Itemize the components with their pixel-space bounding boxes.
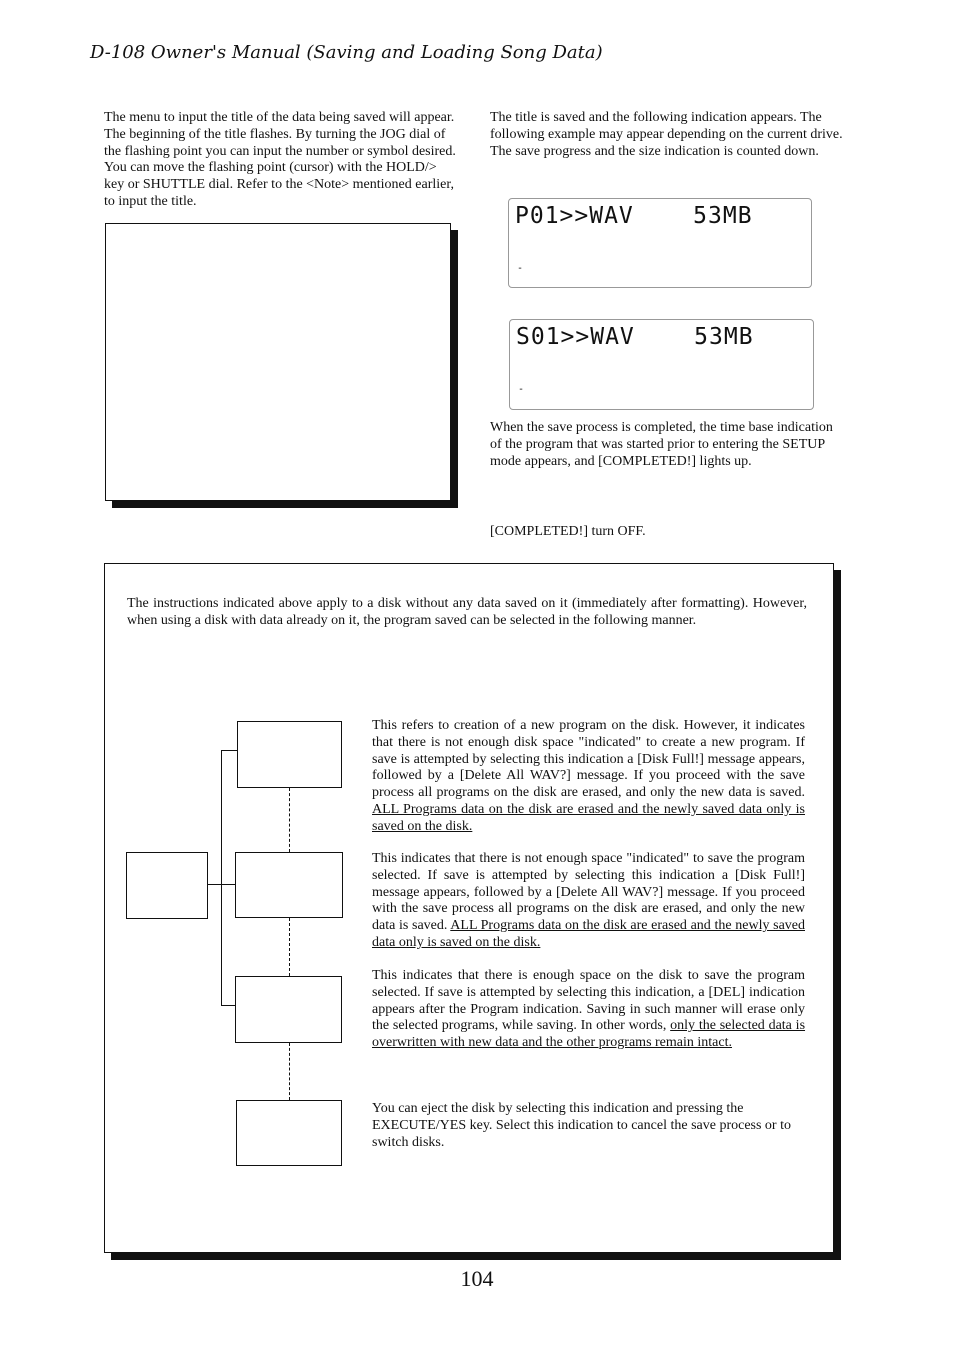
flow-dashed-connector [289,1043,290,1100]
flow-option-box-2 [235,852,343,918]
right-intro-text: The title is saved and the following indication appears. The following example may appear depending on the current drive. The save progress and the size indication is counted down. [490,110,843,159]
flow-option-box-1 [237,721,342,788]
lcd-cursor: - [518,384,525,395]
option-3-description [372,968,805,1052]
flow-option-box-4 [236,1100,342,1166]
option-3-text: This indicates that there is enough space on the disk to save the program selected. If save is attempted by selecting this indication, a [DEL] indication appears after the Program indication. Saving in such manner will erase only the selected programs, while saving. In other words, [372,968,805,1034]
option-4-description: You can eject the disk by selecting this indication and pressing the EXECUTE/YES key. Select this indication to cancel the save process or to switch disks. [372,1101,791,1150]
lcd-display-song [509,319,814,410]
completed-text: When the save process is completed, the time base indication of the program that was started prior to entering the SETUP mode appears, and [COMPLETED!] lights up. [490,420,833,469]
flow-connector [221,1005,235,1006]
option-3-note: only the selected data is overwritten with new data and the other programs remain intact. [372,1018,806,1051]
title-input-figure-box [105,223,451,501]
flow-option-box-3 [235,976,342,1043]
lcd-display-text: P01>>WAV 53MB [515,203,753,229]
option-2-description [372,851,805,952]
flow-connector [221,750,222,1005]
page-number: 104 [460,1266,494,1291]
flow-dashed-connector [289,918,290,976]
lcd-display-text: S01>>WAV 53MB [516,324,754,350]
lcd-cursor: - [517,263,524,274]
lcd-display-program [508,198,812,288]
option-1-warning: ALL Programs data on the disk are erased and the newly saved data only is saved on the disk. [372,801,805,834]
completed-off-text: [COMPLETED!] turn OFF. [490,524,646,539]
flow-dashed-connector [289,788,290,852]
note-intro-text: The instructions indicated above apply to a disk without any data saved on it (immediately after formatting). However, when using a disk with data already on it, the program saved can be selected in the following manner. [127,596,807,628]
left-intro-text: The menu to input the title of the data being saved will appear. The beginning of the title flashes. By turning the JOG dial of the flashing point you can input the number or symbol desired. You can move the flashing point (cursor) with the HOLD/> key or SHUTTLE dial. Refer to the <Note> mentioned earlier, to input the title. [104,110,456,209]
page-header-title: D-108 Owner's Manual (Saving and Loading Song Data) [90,42,603,63]
option-1-text: This refers to creation of a new program on the disk. However, it indicates that there is not enough disk space "indicated" to create a new program. If save is attempted by selecting this indication a [Disk Full!] message appears, followed by a [Delete All WAV?] message. If you proceed with the save process all programs on the disk are erased, and only the new data is saved. [372,718,805,801]
option-2-text: This indicates that there is not enough space "indicated" to save the program selected. If save is attempted by selecting this indication a [Disk Full!] message appears, followed by a [Delete All WAV?] message. If you proceed with the save process all programs on the disk are erased, and only the new data is saved. [372,851,805,934]
flow-connector [221,750,237,751]
flow-source-box [126,852,208,919]
option-2-warning: ALL Programs data on the disk are erased and the newly saved data only is saved on the disk. [372,918,805,950]
option-1-description [372,718,805,836]
